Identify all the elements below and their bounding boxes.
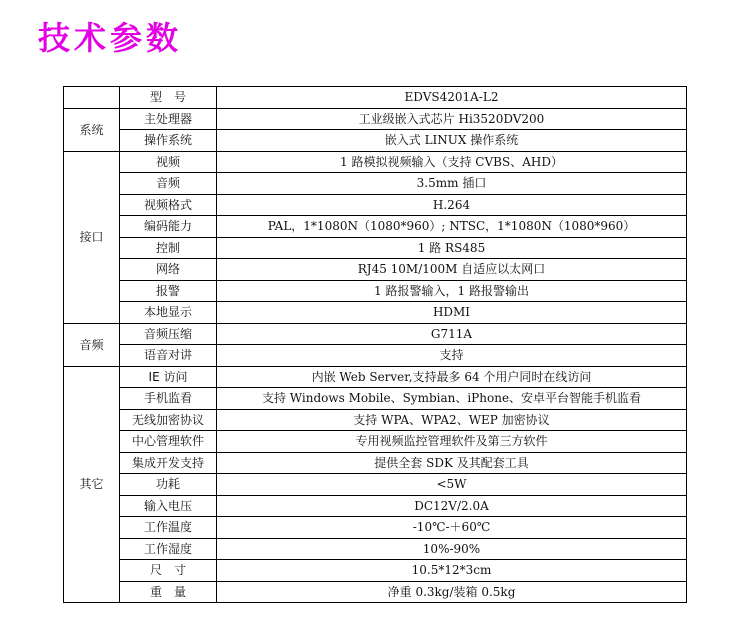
spec-label: 控制 — [120, 237, 217, 259]
spec-row — [64, 87, 687, 109]
spec-value: HDMI — [217, 302, 687, 324]
spec-label: 视频 — [120, 151, 217, 173]
spec-row — [64, 431, 687, 453]
spec-label: 语音对讲 — [120, 345, 217, 367]
spec-row — [64, 323, 687, 345]
spec-value: EDVS4201A-L2 — [217, 87, 687, 109]
spec-value: 嵌入式 LINUX 操作系统 — [217, 130, 687, 152]
page-title: 技术参数 — [38, 19, 183, 57]
spec-label: 音频 — [120, 173, 217, 195]
spec-value: H.264 — [217, 194, 687, 216]
spec-label: 视频格式 — [120, 194, 217, 216]
spec-row — [64, 237, 687, 259]
spec-label: 主处理器 — [120, 108, 217, 130]
spec-label: 功耗 — [120, 474, 217, 496]
spec-table-body — [64, 87, 687, 603]
spec-row — [64, 216, 687, 238]
spec-group-label: 其它 — [64, 366, 120, 603]
spec-row — [64, 517, 687, 539]
spec-row — [64, 173, 687, 195]
spec-label: 音频压缩 — [120, 323, 217, 345]
spec-label: 工作温度 — [120, 517, 217, 539]
spec-value: 3.5mm 插口 — [217, 173, 687, 195]
spec-group-label: 系统 — [64, 108, 120, 151]
spec-label: 网络 — [120, 259, 217, 281]
spec-value: 支持 Windows Mobile、Symbian、iPhone、安卓平台智能手机监看 — [217, 388, 687, 410]
spec-value: <5W — [217, 474, 687, 496]
spec-label: 编码能力 — [120, 216, 217, 238]
spec-label: 重 量 — [120, 581, 217, 603]
spec-group-label: 接口 — [64, 151, 120, 323]
spec-value: RJ45 10M/100M 自适应以太网口 — [217, 259, 687, 281]
spec-label: 手机监看 — [120, 388, 217, 410]
spec-label: 集成开发支持 — [120, 452, 217, 474]
spec-value: G711A — [217, 323, 687, 345]
spec-label: 操作系统 — [120, 130, 217, 152]
spec-value: 1 路报警输入，1 路报警输出 — [217, 280, 687, 302]
spec-row — [64, 538, 687, 560]
spec-row — [64, 302, 687, 324]
spec-row — [64, 130, 687, 152]
spec-value: 1 路模拟视频输入（支持 CVBS、AHD） — [217, 151, 687, 173]
spec-value: 10%-90% — [217, 538, 687, 560]
spec-row — [64, 108, 687, 130]
spec-label: 本地显示 — [120, 302, 217, 324]
spec-value: 10.5*12*3cm — [217, 560, 687, 582]
spec-value: 工业级嵌入式芯片 Hi3520DV200 — [217, 108, 687, 130]
spec-value: 支持 WPA、WPA2、WEP 加密协议 — [217, 409, 687, 431]
spec-label: 工作湿度 — [120, 538, 217, 560]
spec-row — [64, 474, 687, 496]
spec-value: 内嵌 Web Server,支持最多 64 个用户同时在线访问 — [217, 366, 687, 388]
spec-value: PAL，1*1080N（1080*960）; NTSC，1*1080N（1080*960） — [217, 216, 687, 238]
spec-value: 1 路 RS485 — [217, 237, 687, 259]
spec-row — [64, 388, 687, 410]
spec-value: 专用视频监控管理软件及第三方软件 — [217, 431, 687, 453]
spec-group-label: 音频 — [64, 323, 120, 366]
spec-row — [64, 581, 687, 603]
spec-label: 型 号 — [120, 87, 217, 109]
spec-value: -10℃-＋60℃ — [217, 517, 687, 539]
spec-value: 提供全套 SDK 及其配套工具 — [217, 452, 687, 474]
spec-row — [64, 194, 687, 216]
spec-table — [63, 86, 687, 603]
spec-value: DC12V/2.0A — [217, 495, 687, 517]
spec-label: IE 访问 — [120, 366, 217, 388]
spec-row — [64, 259, 687, 281]
spec-row — [64, 409, 687, 431]
spec-row — [64, 495, 687, 517]
spec-row — [64, 151, 687, 173]
spec-row — [64, 345, 687, 367]
spec-row — [64, 366, 687, 388]
spec-label: 报警 — [120, 280, 217, 302]
spec-row — [64, 452, 687, 474]
spec-value: 净重 0.3kg/装箱 0.5kg — [217, 581, 687, 603]
spec-value: 支持 — [217, 345, 687, 367]
spec-row — [64, 560, 687, 582]
spec-row — [64, 280, 687, 302]
spec-label: 输入电压 — [120, 495, 217, 517]
spec-label: 尺 寸 — [120, 560, 217, 582]
spec-group-label — [64, 87, 120, 109]
spec-label: 无线加密协议 — [120, 409, 217, 431]
spec-label: 中心管理软件 — [120, 431, 217, 453]
